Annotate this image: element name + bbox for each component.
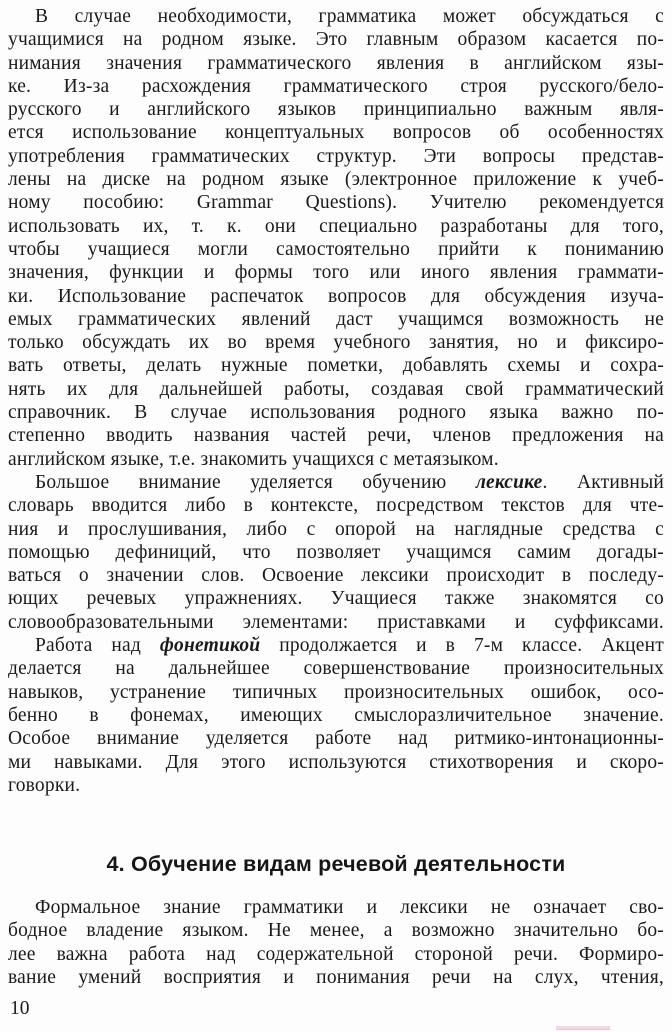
text-line: Большое внимание уделяется обучению лексике. Активный xyxy=(35,471,664,493)
text-line: русского и английского языков принципиально важным явля- xyxy=(8,99,664,121)
text-line: словообразовательными элементами: приставками и суффиксами. xyxy=(8,611,664,633)
text-line: вание умений восприятия и понимания речи на слух, чтения, xyxy=(8,966,664,988)
scan-smudge-artifact xyxy=(556,1026,610,1030)
text-line: степенно вводить названия частей речи, членов предложения на xyxy=(8,425,664,447)
text-line: словарь вводится либо в контексте, посредством текстов для чте- xyxy=(8,495,664,517)
text-line: употребления грамматических структур. Эти вопросы представ- xyxy=(8,145,664,167)
emphasized-term: фонетикой xyxy=(159,635,261,657)
text-line: помощью дефиниций, что позволяет учащимся самим догады- xyxy=(8,541,664,563)
text-line: использовать их, т. к. они специально разработаны для того, xyxy=(8,215,664,237)
text-line: говорки. xyxy=(8,774,81,796)
text-line: ется использование концептуальных вопросов об особенностях xyxy=(8,122,664,144)
text-line: Особое внимание уделяется работе над ритмико-интонационны- xyxy=(8,728,664,750)
text-line: емых грамматических явлений даст учащимся возможность не xyxy=(8,308,664,330)
text-line: английском языке, т.е. знакомить учащихся с метаязыком. xyxy=(8,448,499,470)
text-line: лены на диске на родном языке (электронное приложение к учеб- xyxy=(8,169,664,191)
text-line: бодное владение языком. Не менее, а возможно значительно бо- xyxy=(8,920,664,942)
text-line: учащимися на родном языке. Это главным образом касается по- xyxy=(8,29,664,51)
text-line: навыков, устранение типичных произносительных ошибок, осо- xyxy=(8,681,664,703)
text-line: ке. Из-за расхождения грамматического строя русского/бело- xyxy=(8,75,664,97)
text-line: В случае необходимости, грамматика может обсуждаться с xyxy=(35,6,664,27)
text-line: Работа над фонетикой продолжается и в 7-м классе. Акцент xyxy=(35,635,664,657)
text-line: ки. Использование распечаток вопросов для обсуждения изуча- xyxy=(8,285,664,307)
paragraph-grammar-native-language xyxy=(8,5,664,471)
section-heading: 4. Обучение видам речевой деятельности xyxy=(106,852,566,877)
text-line: чтобы учащиеся могли самостоятельно прийти к пониманию xyxy=(8,238,664,260)
text-line: ваться о значении слов. Освоение лексики происходит в последу- xyxy=(8,565,664,587)
text-line: значения, функции и формы того или иного явления граммати- xyxy=(8,262,664,284)
text-line: делается на дальнейшее совершенствование произносительных xyxy=(8,658,664,680)
page-number: 10 xyxy=(10,998,30,1019)
text-line: ющих речевых упражнениях. Учащиеся также знакомятся со xyxy=(8,588,664,610)
text-line: бенно в фонемах, имеющих смыслоразличительное значение. xyxy=(8,704,664,726)
text-line: нимания значения грамматического явления в английском язы- xyxy=(8,52,664,74)
text-line: ния и прослушивания, либо с опорой на наглядные средства с xyxy=(8,518,664,540)
paragraph-lexis-teaching xyxy=(8,471,664,634)
text-line: Формальное знание грамматики и лексики не означает сво- xyxy=(35,897,664,919)
text-line: ми навыками. Для этого используются стихотворения и скоро- xyxy=(8,751,664,773)
body-text-after-heading xyxy=(0,896,672,989)
paragraph-phonetics-work xyxy=(8,634,664,797)
text-line: только обсуждать их во время учебного занятия, но и фиксиро- xyxy=(8,332,664,354)
text-line: ному пособию: Grammar Questions). Учителю рекомендуется xyxy=(8,192,664,214)
text-line: нять их для дальнейшей работы, создавая свой грамматический xyxy=(8,378,664,400)
text-line: справочник. В случае использования родного языка важно по- xyxy=(8,402,664,424)
text-line: вать ответы, делать нужные пометки, добавлять схемы и сохра- xyxy=(8,355,664,377)
text-line: лее важна работа над содержательной стороной речи. Формиро- xyxy=(8,943,664,965)
paragraph-speech-activities-intro xyxy=(8,896,664,989)
emphasized-term: лексике xyxy=(475,471,543,493)
